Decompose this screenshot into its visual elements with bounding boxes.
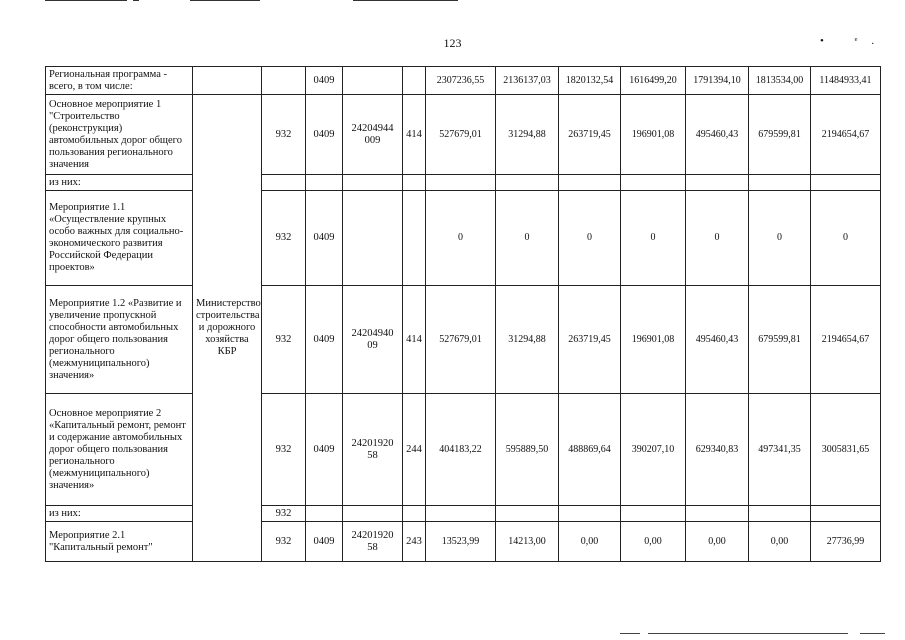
row-name-cell: Мероприятие 1.2 «Развитие и увеличение пропускной способности автомобильных дорог общего пользования регионального (межмуниципального) значения» [46, 286, 193, 394]
value-cell: 1791394,10 [686, 67, 749, 95]
expense-type-cell: 414 [403, 95, 426, 175]
grbs-cell: 932 [262, 506, 306, 522]
value-cell: 1820132,54 [559, 67, 621, 95]
top-rule-2 [133, 0, 139, 1]
org-name-cell: Министерство строительства и дорожного хозяйства КБР [193, 95, 262, 562]
value-cell: 679599,81 [749, 286, 811, 394]
expense-type-cell [403, 67, 426, 95]
value-cell: 488869,64 [559, 394, 621, 506]
grbs-cell: 932 [262, 522, 306, 562]
value-cell: 2307236,55 [426, 67, 496, 95]
page-number: 123 [443, 36, 462, 50]
value-cell: 0 [621, 191, 686, 286]
grbs-cell [262, 67, 306, 95]
value-cell: 0 [559, 191, 621, 286]
top-rule-3 [190, 0, 260, 1]
table-row [46, 95, 881, 175]
row-name-cell: Региональная программа - всего, в том числе: [46, 67, 193, 95]
value-cell: 527679,01 [426, 286, 496, 394]
value-cell [559, 506, 621, 522]
target-article-cell [343, 175, 403, 191]
target-article-cell: 24204940 09 [343, 286, 403, 394]
table-row [46, 394, 881, 506]
table-row [46, 191, 881, 286]
value-cell [426, 506, 496, 522]
corner-marks: • ᵉ. [820, 35, 889, 47]
top-rule-4 [353, 0, 458, 1]
grbs-cell: 932 [262, 286, 306, 394]
expense-type-cell: 414 [403, 286, 426, 394]
target-article-cell [343, 506, 403, 522]
section-code-cell: 0409 [306, 522, 343, 562]
value-cell: 14213,00 [496, 522, 559, 562]
value-cell [496, 506, 559, 522]
value-cell: 0,00 [559, 522, 621, 562]
bottom-rule-2 [648, 633, 848, 634]
value-cell: 495460,43 [686, 286, 749, 394]
value-cell: 196901,08 [621, 286, 686, 394]
value-cell: 0 [426, 191, 496, 286]
row-name-cell: из них: [46, 506, 193, 522]
value-cell: 2136137,03 [496, 67, 559, 95]
value-cell [811, 506, 881, 522]
grbs-cell: 932 [262, 95, 306, 175]
value-cell: 679599,81 [749, 95, 811, 175]
section-code-cell: 0409 [306, 191, 343, 286]
grbs-cell: 932 [262, 191, 306, 286]
value-cell: 27736,99 [811, 522, 881, 562]
value-cell: 0 [749, 191, 811, 286]
value-cell: 0 [811, 191, 881, 286]
section-code-cell [306, 506, 343, 522]
value-cell [426, 175, 496, 191]
grbs-cell: 932 [262, 394, 306, 506]
value-cell: 31294,88 [496, 286, 559, 394]
section-code-cell [306, 175, 343, 191]
value-cell [749, 175, 811, 191]
value-cell [686, 175, 749, 191]
value-cell [811, 175, 881, 191]
value-cell: 13523,99 [426, 522, 496, 562]
value-cell: 196901,08 [621, 95, 686, 175]
value-cell: 263719,45 [559, 286, 621, 394]
target-article-cell [343, 67, 403, 95]
table-row [46, 286, 881, 394]
value-cell: 263719,45 [559, 95, 621, 175]
value-cell: 629340,83 [686, 394, 749, 506]
value-cell: 595889,50 [496, 394, 559, 506]
table-row [46, 67, 881, 95]
bottom-rule-1 [620, 633, 640, 634]
value-cell: 0 [496, 191, 559, 286]
expense-type-cell [403, 191, 426, 286]
value-cell: 527679,01 [426, 95, 496, 175]
table-row [46, 175, 881, 191]
expense-type-cell [403, 175, 426, 191]
target-article-cell: 24201920 58 [343, 522, 403, 562]
value-cell [496, 175, 559, 191]
value-cell: 0 [686, 191, 749, 286]
row-name-cell: Мероприятие 1.1 «Осуществление крупных особо важных для социально-экономического развития Российской Федерации проектов» [46, 191, 193, 286]
expense-type-cell [403, 506, 426, 522]
section-code-cell: 0409 [306, 67, 343, 95]
row-name-cell: Основное мероприятие 1 "Строительство (реконструкция) автомобильных дорог общего пользования регионального значения [46, 95, 193, 175]
top-rule-1 [45, 0, 127, 1]
value-cell: 390207,10 [621, 394, 686, 506]
value-cell [621, 175, 686, 191]
value-cell [686, 506, 749, 522]
grbs-cell [262, 175, 306, 191]
value-cell: 495460,43 [686, 95, 749, 175]
expense-type-cell: 244 [403, 394, 426, 506]
value-cell: 0,00 [749, 522, 811, 562]
value-cell [749, 506, 811, 522]
value-cell [621, 506, 686, 522]
value-cell: 31294,88 [496, 95, 559, 175]
bottom-rule-3 [860, 633, 885, 634]
target-article-cell: 24201920 58 [343, 394, 403, 506]
value-cell: 2194654,67 [811, 95, 881, 175]
value-cell: 2194654,67 [811, 286, 881, 394]
value-cell: 1616499,20 [621, 67, 686, 95]
section-code-cell: 0409 [306, 95, 343, 175]
table-row [46, 522, 881, 562]
org-cell-empty [193, 67, 262, 95]
row-name-cell: из них: [46, 175, 193, 191]
row-name-cell: Основное мероприятие 2 «Капитальный ремонт, ремонт и содержание автомобильных дорог общего пользования регионального (межмуниципального) значения» [46, 394, 193, 506]
value-cell: 497341,35 [749, 394, 811, 506]
value-cell: 0,00 [621, 522, 686, 562]
value-cell: 0,00 [686, 522, 749, 562]
value-cell: 3005831,65 [811, 394, 881, 506]
table-row [46, 506, 881, 522]
value-cell: 404183,22 [426, 394, 496, 506]
expense-type-cell: 243 [403, 522, 426, 562]
value-cell: 1813534,00 [749, 67, 811, 95]
section-code-cell: 0409 [306, 286, 343, 394]
value-cell [559, 175, 621, 191]
budget-table [45, 66, 881, 562]
target-article-cell [343, 191, 403, 286]
row-name-cell: Мероприятие 2.1 "Капитальный ремонт" [46, 522, 193, 562]
target-article-cell: 24204944 009 [343, 95, 403, 175]
value-cell: 11484933,41 [811, 67, 881, 95]
section-code-cell: 0409 [306, 394, 343, 506]
